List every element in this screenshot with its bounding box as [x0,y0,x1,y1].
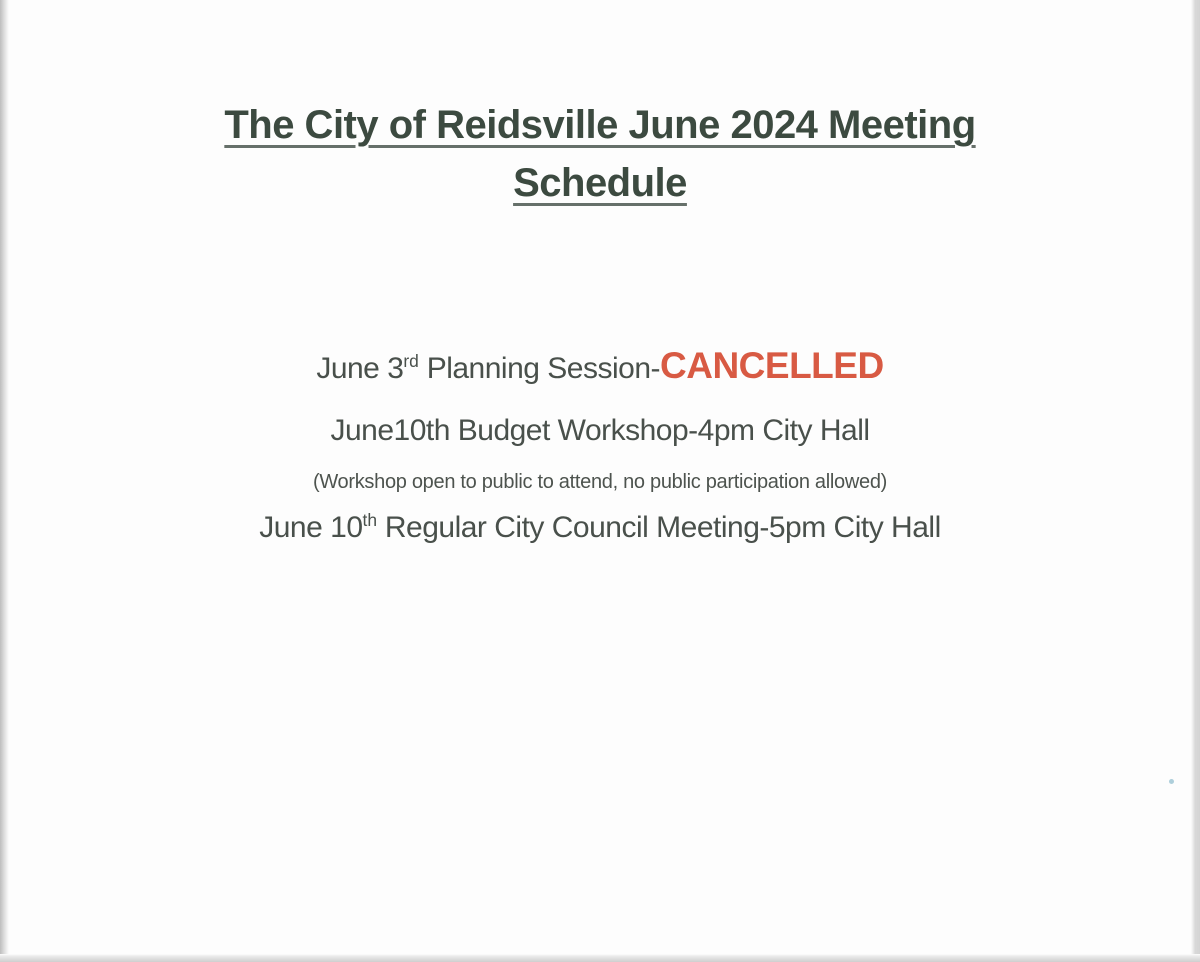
event-date-text: June 3 [316,352,404,385]
event-date-text: June 10 [259,511,363,544]
event-description-text: Planning Session- [418,352,661,385]
document-title [0,0,1200,212]
event-description-text: Regular City Council Meeting-5pm City Hall [377,511,941,544]
workshop-public-note: (Workshop open to public to attend, no public participation allowed) [312,471,888,493]
event-planning-session [0,342,1200,393]
cancelled-status-text: CANCELLED [660,345,884,386]
title-line-1: The City of Reidsville June 2024 Meeting [224,103,976,147]
event-city-council-meeting [0,507,1200,549]
title-line-2: Schedule [513,161,687,205]
event-budget-workshop: June10th Budget Workshop-4pm City Hall [330,414,870,447]
scan-edge-bottom-shadow [0,954,1200,962]
ordinal-superscript: rd [403,351,419,371]
scan-speck-artifact [1169,779,1174,784]
ordinal-superscript: th [362,510,378,530]
meeting-schedule-list [0,342,1200,549]
